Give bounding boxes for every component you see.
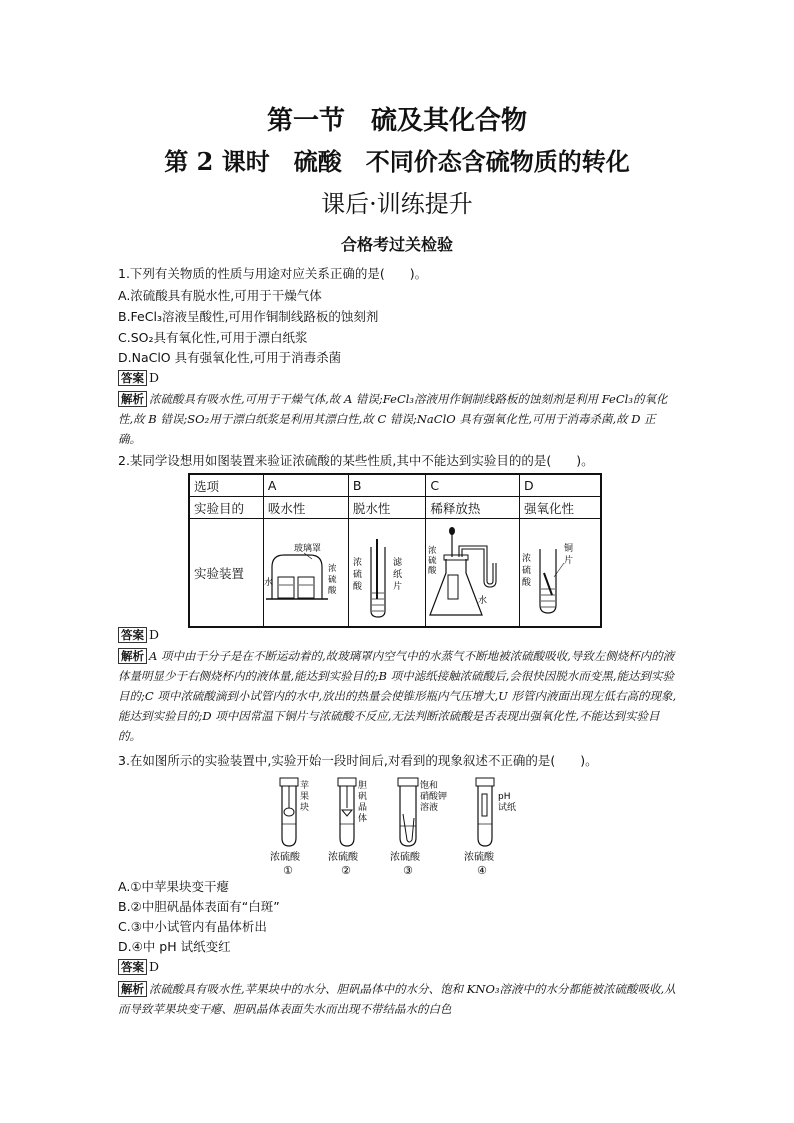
analysis-tag: 解析 <box>118 648 147 664</box>
bottom-label-3: 浓硫酸 <box>390 852 420 863</box>
table-cell: 稀释放热 <box>426 497 520 519</box>
bottom-label-2: 浓硫酸 <box>328 852 358 863</box>
tube-2 <box>338 778 367 846</box>
tube4-label-b: 试纸 <box>498 803 517 813</box>
label-d-copper: 铜 <box>564 544 574 554</box>
bottom-label-1: 浓硫酸 <box>270 852 300 863</box>
q3-option-d: D.④中 pH 试纸变红 <box>118 939 231 954</box>
label-b-paper: 滤 <box>392 558 402 568</box>
answer-tag: 答案 <box>118 370 147 386</box>
q1-answer <box>118 369 159 387</box>
q1-option-d: D.NaClO 具有强氧化性,可用于消毒杀菌 <box>118 350 342 365</box>
q3-stem: 3.在如图所示的实验装置中,实验开始一段时间后,对看到的现象叙述不正确的是( )。 <box>118 753 598 768</box>
q3-test-tubes-figure <box>268 774 528 878</box>
q3-analysis <box>118 979 678 1019</box>
analysis-text: A 项中由于分子是在不断运动着的,故玻璃罩内空气中的水蒸气不断地被浓硫酸吸收,导致左侧烧杯内的液体量明显少于右侧烧杯内的液体量,能达到实验目的;B 项中滤纸接触浓硫酸后,会很快因脱水而变黑,能达到实验目的;C 项中浓硫酸滴到小试管内的水中,放出的热量会使锥形瓶内气压增大,U 形管内液面出现左低右高的现象,能达到实验目的;D 项中因常温下铜片与浓硫酸不反应,无法判断浓硫酸是否表现出强氧化性,不能达到实验目的。 <box>118 649 677 743</box>
table-row <box>189 474 601 497</box>
label-b-paper-2: 纸 <box>392 570 402 580</box>
table-row <box>189 497 601 519</box>
label-b-acid-2: 硫 <box>352 570 362 580</box>
tube2-label-c: 晶 <box>358 803 368 813</box>
tube-number-1: ① <box>283 864 293 877</box>
apparatus-b <box>348 519 426 628</box>
table-cell: B <box>348 474 426 497</box>
label-c-acid-3: 酸 <box>428 566 437 576</box>
analysis-text: 浓硫酸具有吸水性,苹果块中的水分、胆矾晶体中的水分、饱和 KNO₃溶液中的水分都能被浓硫酸吸收,从而导致苹果块变干瘪、胆矾晶体表面失水而出现不带结晶水的白色 <box>118 982 676 1016</box>
table-cell: 吸水性 <box>263 497 348 519</box>
q2-stem: 2.某同学设想用如图装置来验证浓硫酸的某些性质,其中不能达到实验目的的是( )。 <box>118 453 594 468</box>
analysis-tag: 解析 <box>118 981 147 997</box>
q1-stem: 1.下列有关物质的性质与用途对应关系正确的是( )。 <box>118 266 428 281</box>
tube-1 <box>280 778 309 846</box>
tube-number-4: ④ <box>477 864 487 877</box>
q3-answer <box>118 958 159 976</box>
tube3-label-a: 饱和 <box>420 781 439 791</box>
label-water: 水 <box>263 578 273 588</box>
q1-option-a: A.浓硫酸具有脱水性,可用于干燥气体 <box>118 288 322 303</box>
tube2-label-a: 胆 <box>358 781 368 791</box>
analysis-tag: 解析 <box>118 391 147 407</box>
table-cell: 选项 <box>189 474 263 497</box>
q2-options-table <box>188 473 602 628</box>
answer-tag: 答案 <box>118 959 147 975</box>
table-cell: 强氧化性 <box>520 497 602 519</box>
tube3-label-c: 溶液 <box>420 803 439 813</box>
bottom-label-4: 浓硫酸 <box>464 852 494 863</box>
apparatus-d <box>520 519 602 628</box>
label-d-acid: 浓 <box>522 554 532 564</box>
q3-option-b: B.②中胆矾晶体表面有“白斑” <box>118 899 280 914</box>
label-b-paper-3: 片 <box>392 582 402 592</box>
answer-value: D <box>149 959 160 974</box>
label-cover: 玻璃罩 <box>293 544 321 554</box>
table-cell: C <box>426 474 520 497</box>
label-c-acid-2: 硫 <box>428 556 437 566</box>
answer-value: D <box>149 370 160 385</box>
lesson-title: 第 2 课时 硫酸 不同价态含硫物质的转化 <box>164 147 630 176</box>
q3-option-c: C.③中小试管内有晶体析出 <box>118 919 267 934</box>
q1-option-b: B.FeCl₃溶液呈酸性,可用作铜制线路板的蚀刻剂 <box>118 309 379 324</box>
tube2-label-d: 体 <box>358 814 368 824</box>
label-c-acid: 浓 <box>428 546 437 556</box>
label-d-copper-2: 片 <box>564 556 574 566</box>
label-d-acid-2: 硫 <box>522 566 532 576</box>
q2-answer <box>118 626 159 644</box>
q2-analysis <box>118 646 678 746</box>
label-acid-1: 浓 <box>327 564 337 574</box>
table-cell: 实验目的 <box>189 497 263 519</box>
label-acid-3: 酸 <box>327 586 337 596</box>
apparatus-a <box>263 519 348 628</box>
table-cell: 脱水性 <box>348 497 426 519</box>
table-row <box>189 519 601 628</box>
tube-3 <box>398 778 447 846</box>
tube3-label-b: 硝酸钾 <box>420 792 448 802</box>
q1-analysis <box>118 389 678 449</box>
label-d-acid-3: 酸 <box>522 578 532 588</box>
answer-tag: 答案 <box>118 627 147 643</box>
filter-paper-figure <box>349 519 419 623</box>
apparatus-c <box>426 519 520 628</box>
copper-tube-figure <box>520 519 600 623</box>
answer-value: D <box>149 627 160 642</box>
label-b-acid: 浓 <box>352 558 362 568</box>
tube1-label-a: 苹 <box>300 781 310 791</box>
tube-number-2: ② <box>341 864 351 877</box>
section-title: 第一节 硫及其化合物 <box>266 106 527 136</box>
level-heading: 合格考过关检验 <box>340 235 453 254</box>
table-cell: 实验装置 <box>189 519 263 628</box>
tube2-label-b: 矾 <box>358 792 368 802</box>
tube-number-3: ③ <box>403 864 413 877</box>
tube-4 <box>476 778 516 846</box>
tube4-label-a: pH <box>498 792 511 802</box>
label-c-water: 水 <box>478 596 488 606</box>
q1-option-c: C.SO₂具有氧化性,可用于漂白纸浆 <box>118 330 308 345</box>
table-cell: A <box>263 474 348 497</box>
label-acid-2: 硫 <box>327 575 337 585</box>
tube1-label-c: 块 <box>300 803 310 813</box>
tube1-label-b: 果 <box>300 792 310 802</box>
bell-jar-figure <box>264 519 348 623</box>
table-cell: D <box>520 474 602 497</box>
label-b-acid-3: 酸 <box>352 582 362 592</box>
after-class-title: 课后·训练提升 <box>321 190 473 218</box>
flask-u-tube-figure <box>426 519 512 623</box>
analysis-text: 浓硫酸具有吸水性,可用于干燥气体,故 A 错误;FeCl₃溶液用作铜制线路板的蚀刻剂是利用 FeCl₃的氧化性,故 B 错误;SO₂用于漂白纸浆是利用其漂白性,故 C 错误;NaClO 具有强氧化性,可用于消毒杀菌,故 D 正确。 <box>118 392 668 446</box>
q3-option-a: A.①中苹果块变干瘪 <box>118 879 230 894</box>
